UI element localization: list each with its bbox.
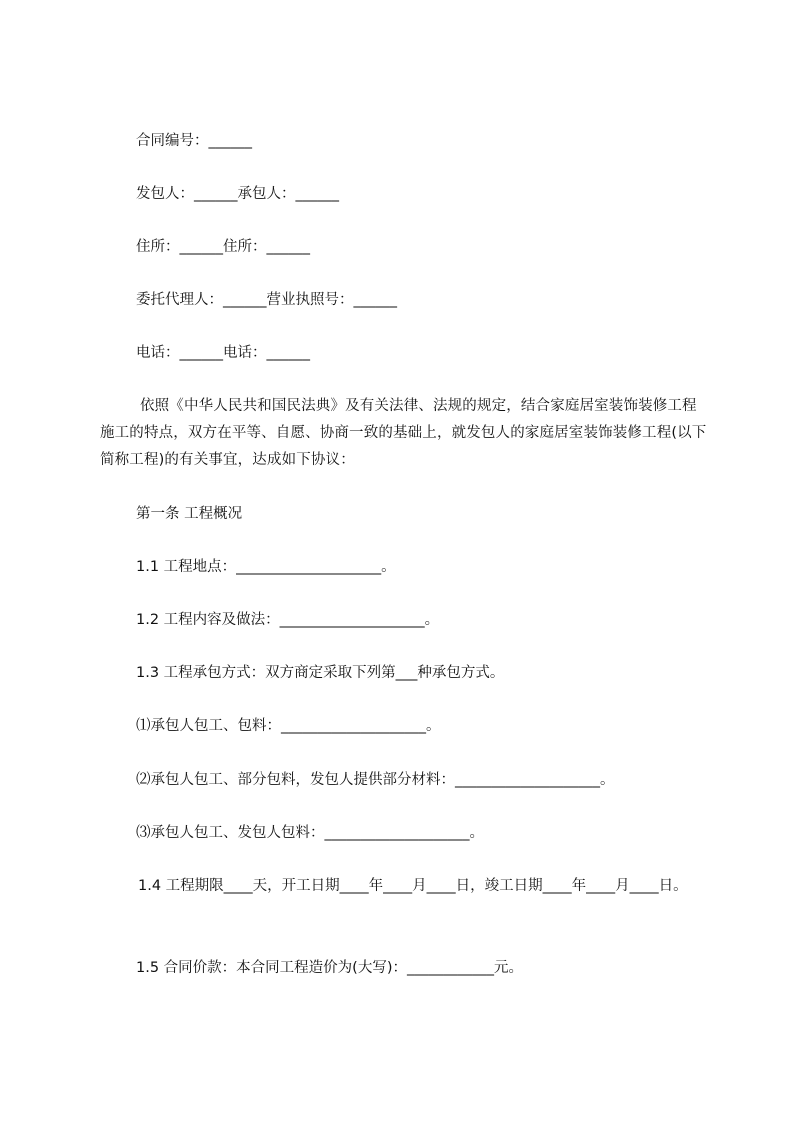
- address-field: 住所：______住所：______: [136, 239, 310, 255]
- item-1-2: 1.2 工程内容及做法：____________________。: [136, 612, 440, 628]
- article-1-heading: 第一条 工程概况: [136, 506, 243, 522]
- agent-license-field: 委托代理人：______营业执照号：______: [136, 292, 397, 308]
- phone-field: 电话：______电话：______: [136, 345, 310, 361]
- item-1-1: 1.1 工程地点：____________________。: [136, 559, 396, 575]
- item-1-4: 1.4 工程期限____天，开工日期____年____月____日，竣工日期____年____月____日。: [138, 878, 688, 894]
- contract-number-field: 合同编号：______: [136, 133, 252, 149]
- option-1: ⑴承包人包工、包料：____________________。: [136, 718, 441, 734]
- option-3: ⑶承包人包工、发包人包料：____________________。: [136, 825, 484, 841]
- item-1-5: 1.5 合同价款：本合同工程造价为(大写)：____________元。: [136, 960, 523, 976]
- parties-field: 发包人：______承包人：______: [136, 186, 339, 202]
- option-2: ⑵承包人包工、部分包料，发包人提供部分材料：____________________。: [136, 772, 615, 788]
- item-1-3: 1.3 工程承包方式：双方商定采取下列第___种承包方式。: [136, 665, 505, 681]
- intro-paragraph: 依照《中华人民共和国民法典》及有关法律、法规的规定，结合家庭居室装饰装修工程施工的特点，双方在平等、自愿、协商一致的基础上，就发包人的家庭居室装饰装修工程(以下简称工程)的有关事宜，达成如下协议：: [100, 398, 707, 468]
